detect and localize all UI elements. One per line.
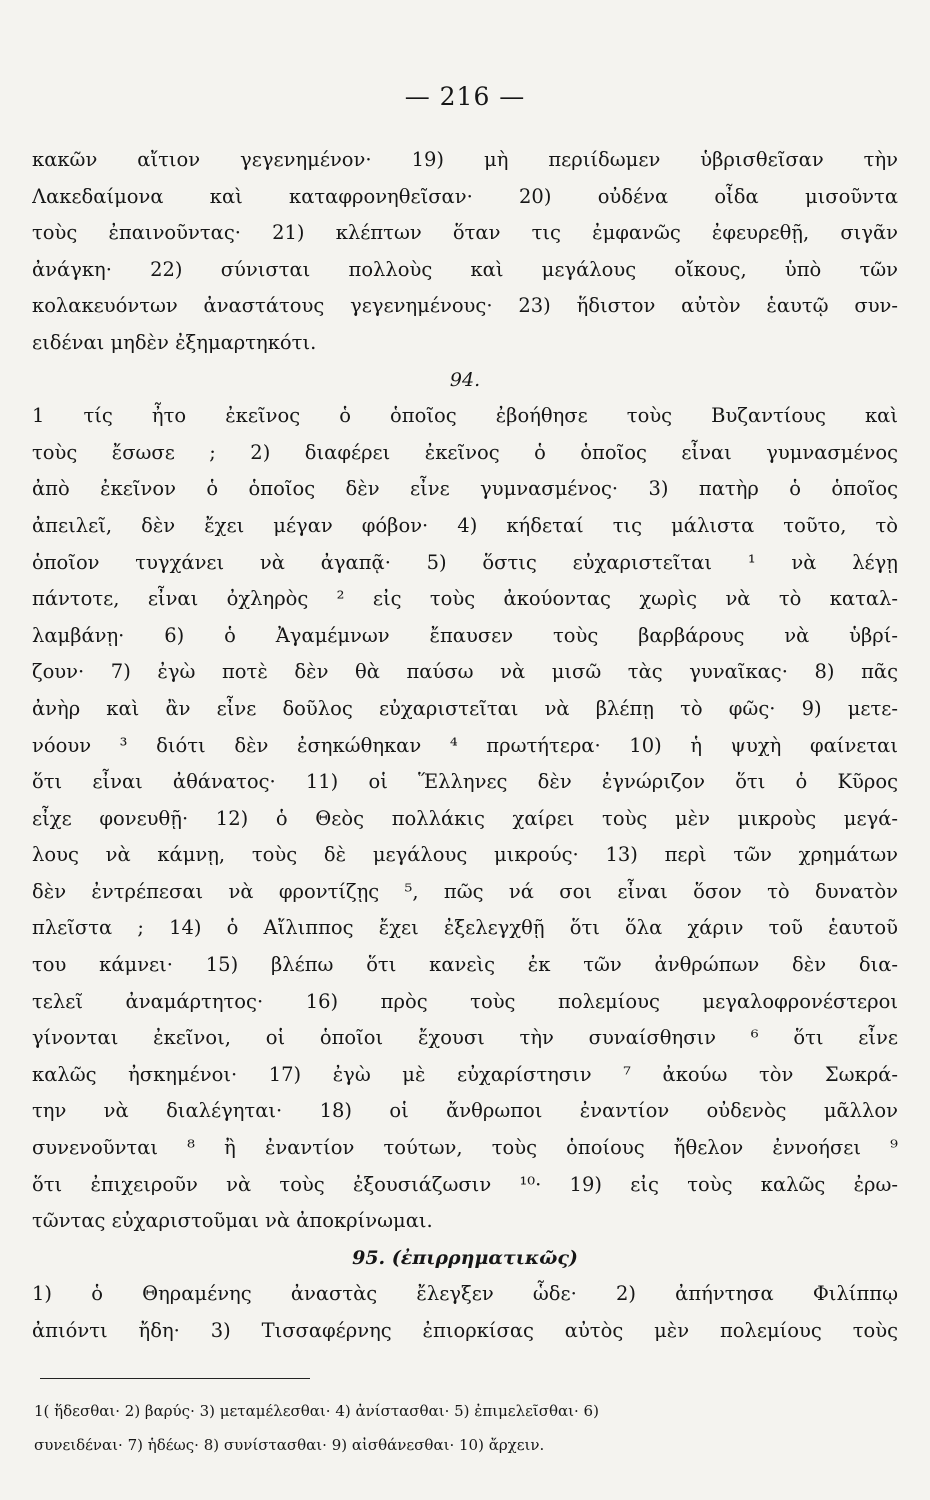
text-line: κακῶν αἴτιον γεγενημένον· 19) μὴ περιίδωμεν ὑβρισθεῖσαν τὴν — [32, 148, 898, 171]
footnote-divider — [40, 1378, 310, 1379]
text-line: ειδέναι μηδὲν ἐξημαρτηκότι. — [32, 330, 317, 354]
text-line: τοὺς ἐπαινοῦντας· 21) κλέπτων ὅταν τις ἐμφανῶς ἐφευρεθῇ, σιγᾶν — [32, 221, 898, 245]
text-line: Λακεδαίμονα καὶ καταφρονηθεῖσαν· 20) οὐδένα οἶδα μισοῦντα — [32, 184, 898, 208]
body-text — [32, 142, 898, 1350]
text-line: τοὺς ἔσωσε ; 2) διαφέρει ἐκεῖνος ὁ ὁποῖος εἶναι γυμνασμένος — [32, 440, 898, 464]
section-heading-95: 95. (ἐπιρρηματικῶς) — [352, 1246, 578, 1269]
text-line: την νὰ διαλέγηται· 18) οἱ ἄνθρωποι ἐναντίον οὐδενὸς μᾶλλον — [32, 1099, 898, 1123]
text-line: γίνονται ἐκεῖνοι, οἱ ὁποῖοι ἔχουσι τὴν συναίσθησιν ⁶ ὅτι εἶνε — [32, 1026, 898, 1050]
text-line: ὅτι εἶναι ἀθάνατος· 11) οἱ Ἕλληνες δὲν ἐγνώριζον ὅτι ὁ Κῦρος — [32, 770, 898, 794]
text-line: τελεῖ ἀναμάρτητος· 16) πρὸς τοὺς πολεμίους μεγαλοφρονέστεροι — [32, 989, 898, 1013]
footnote-line: συνειδέναι· 7) ἡδέως· 8) συνίστασθαι· 9) αἰσθάνεσθαι· 10) ἄρχειν. — [34, 1436, 545, 1454]
footnotes — [34, 1394, 898, 1462]
text-line: ἀπιόντι ἤδη· 3) Τισσαφέρνης ἐπιορκίσας αὐτὸς μὲν πολεμίους τοὺς — [32, 1319, 898, 1342]
page-number: — 216 — — [404, 82, 526, 111]
footnote-line: 1( ἥδεσθαι· 2) βαρύς· 3) μεταμέλεσθαι· 4) ἀνίστασθαι· 5) ἐπιμελεῖσθαι· 6) — [34, 1402, 599, 1420]
text-line: λους νὰ κάμνῃ, τοὺς δὲ μεγάλους μικρούς· 13) περὶ τῶν χρημάτων — [32, 843, 898, 867]
text-line: ὁποῖον τυγχάνει νὰ ἀγαπᾷ· 5) ὅστις εὐχαριστεῖται ¹ νὰ λέγῃ — [32, 550, 898, 574]
text-line: λαμβάνῃ· 6) ὁ Ἀγαμέμνων ἔπαυσεν τοὺς βαρβάρους νὰ ὑβρί- — [32, 623, 898, 647]
text-line: πάντοτε, εἶναι ὀχληρὸς ² εἰς τοὺς ἀκούοντας χωρὶς νὰ τὸ καταλ- — [32, 587, 898, 611]
text-line: δὲν ἐντρέπεσαι νὰ φροντίζῃς ⁵, πῶς νά σοι εἶναι ὅσον τὸ δυνατὸν — [32, 879, 898, 903]
text-line: εἶχε φονευθῇ· 12) ὁ Θεὸς πολλάκις χαίρει τοὺς μὲν μικροὺς μεγά- — [32, 806, 898, 830]
text-line: κολακευόντων ἀναστάτους γεγενημένους· 23) ἥδιστον αὐτὸν ἑαυτῷ συν- — [32, 294, 898, 318]
text-line: ζουν· 7) ἐγὼ ποτὲ δὲν θὰ παύσω νὰ μισῶ τὰς γυναῖκας· 8) πᾶς — [32, 660, 898, 684]
section-heading-94: 94. — [449, 368, 481, 391]
text-line: του κάμνει· 15) βλέπω ὅτι κανεὶς ἐκ τῶν ἀνθρώπων δὲν δια- — [32, 953, 898, 977]
text-line: νόουν ³ διότι δὲν ἐσηκώθηκαν ⁴ πρωτήτερα· 10) ἡ ψυχὴ φαίνεται — [32, 733, 898, 757]
text-line: ὅτι ἐπιχειροῦν νὰ τοὺς ἐξουσιάζωσιν ¹⁰· 19) εἰς τοὺς καλῶς ἐρω- — [32, 1172, 898, 1196]
text-line: 1 τίς ἦτο ἐκεῖνος ὁ ὁποῖος ἐβοήθησε τοὺς Βυζαντίους καὶ — [32, 404, 898, 428]
text-line: τῶντας εὐχαριστοῦμαι νὰ ἀποκρίνωμαι. — [32, 1209, 433, 1233]
text-line: ἀνὴρ καὶ ἂν εἶνε δοῦλος εὐχαριστεῖται νὰ βλέπῃ τὸ φῶς· 9) μετε- — [32, 696, 898, 720]
text-line: 1) ὁ Θηραμένης ἀναστὰς ἔλεγξεν ὧδε· 2) ἀπήντησα Φιλίππῳ — [32, 1282, 898, 1306]
text-line: πλεῖστα ; 14) ὁ Αἴλιππος ἔχει ἐξελεγχθῇ ὅτι ὅλα χάριν τοῦ ἑαυτοῦ — [32, 916, 898, 940]
text-line: ἀπειλεῖ, δὲν ἔχει μέγαν φόβον· 4) κήδεταί τις μάλιστα τοῦτο, τὸ — [32, 513, 898, 537]
text-line: ἀνάγκη· 22) σύνισται πολλοὺς καὶ μεγάλους οἴκους, ὑπὸ τῶν — [32, 257, 898, 281]
text-line: συνενοῦνται ⁸ ἢ ἐναντίον τούτων, τοὺς ὁποίους ἤθελον ἐννοήσει ⁹ — [32, 1136, 898, 1160]
text-line: ἀπὸ ἐκεῖνον ὁ ὁποῖος δὲν εἶνε γυμνασμένος· 3) πατὴρ ὁ ὁποῖος — [32, 477, 898, 501]
text-line: καλῶς ἠσκημένοι· 17) ἐγὼ μὲ εὐχαρίστησιν ⁷ ἀκούω τὸν Σωκρά- — [32, 1062, 898, 1086]
